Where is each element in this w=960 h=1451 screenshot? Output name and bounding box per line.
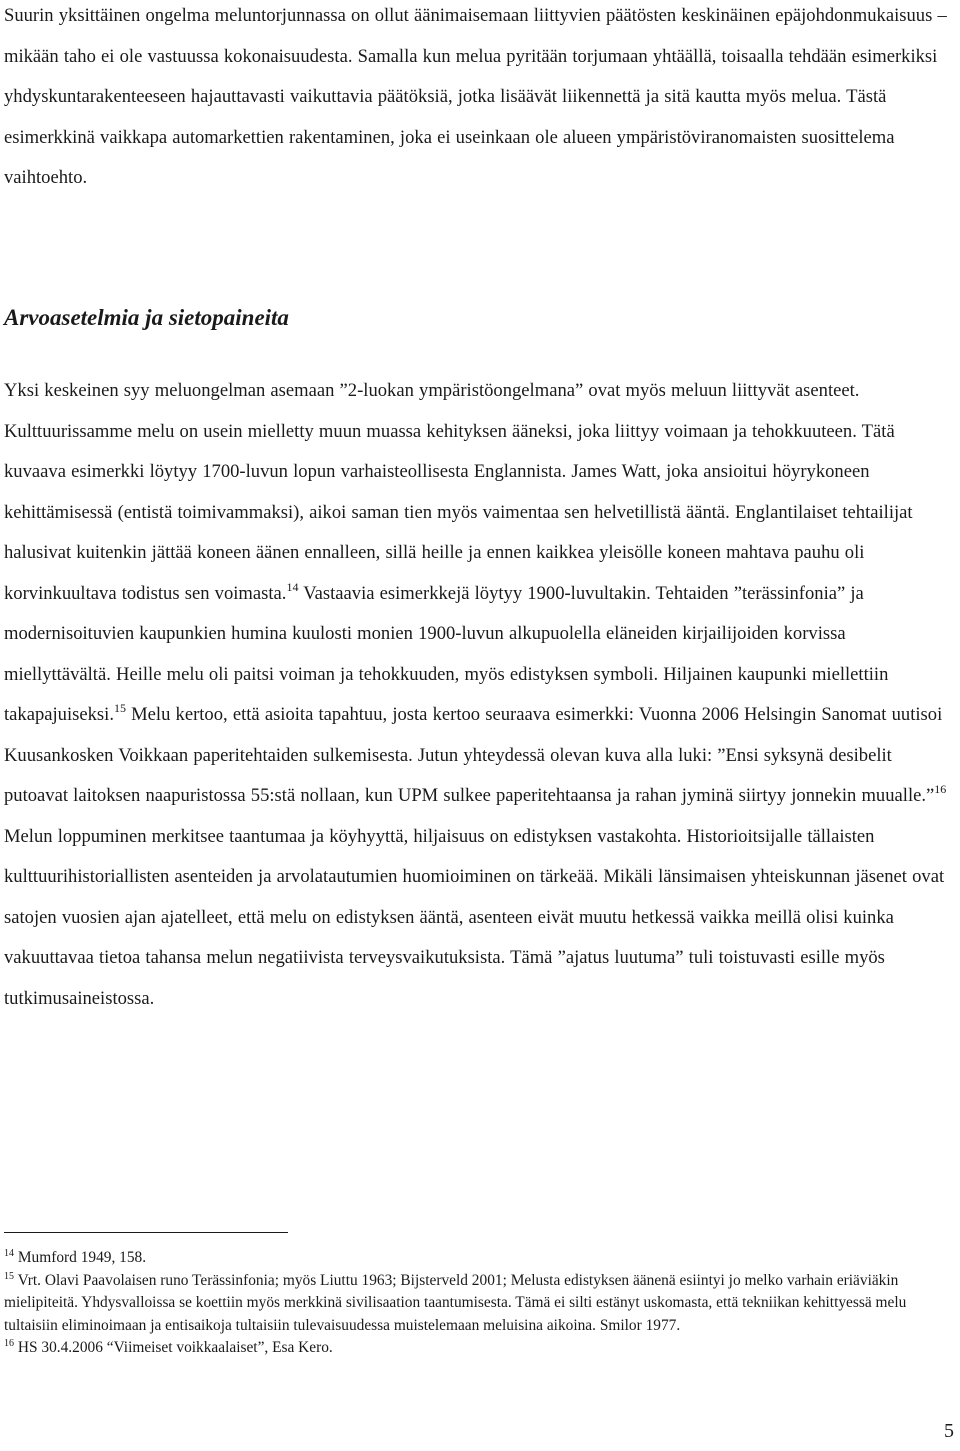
footnote-ref-14[interactable]: 14 [286, 579, 299, 594]
body-text-part-2: Vastaavia esimerkkejä löytyy 1900-luvultakin. Tehtaiden ”terässinfonia” ja modernisoituvien kaupunkien humina kuulosti monien 1900-luvun alkupuolella eläneiden kirjailijoiden korvissa miellyttävältä. Heille melu oli paitsi voiman ja tehokkuuden, myös edistyksen symboli. Hiljainen kaupunki miellettiin takapajuiseksi. [4, 582, 889, 725]
footnote-15 [4, 1270, 956, 1338]
footnote-ref-15[interactable]: 15 [113, 701, 126, 715]
body-text-part-1: Yksi keskeinen syy meluongelman asemaan ”2-luokan ympäristöongelmana” ovat myös meluun liittyvät asenteet. Kulttuurissamme melu on usein mielletty muun muassa kehityksen ääneksi, joka liittyy voimaan ja tehokkuuteen. Tätä kuvaava esimerkki löytyy 1700-luvun lopun varhaisteollisesta Englannista. James Watt, joka ansioitui höyrykoneen kehittämisessä (entistä toimivammaksi), aikoi saman tien myös vaimentaa sen helvetillistä ääntä. Englantilaiset tehtailijat halusivat kuitenkin jättää koneen äänen ennalleen, sillä heille ja ennen kaikkea yleisölle koneen mahtava pauhu oli korvinkuultava todistus sen voimasta. [4, 380, 913, 604]
footnotes-section [4, 1247, 956, 1360]
footnote-text: HS 30.4.2006 “Viimeiset voikkaalaiset”, Esa Kero. [14, 1339, 333, 1357]
body-text-part-3: Melu kertoo, että asioita tapahtuu, josta kertoo seuraava esimerkki: Vuonna 2006 Helsingin Sanomat uutisoi Kuusankosken Voikkaan paperitehtaiden sulkemisesta. Jutun yhteydessä olevan kuva alla luki: ”Ensi syksynä desibelit putoavat laitoksen naapuristossa 55:stä nollaan, kun UPM sulkee paperitehtaansa ja rahan jyminä siirtyy jonnekin muualle.” [4, 704, 943, 806]
footnote-separator [4, 1232, 288, 1233]
footnote-ref-16[interactable]: 16 [934, 782, 947, 796]
body-paragraph [4, 371, 956, 1019]
footnote-text: Vrt. Olavi Paavolaisen runo Terässinfonia; myös Liuttu 1963; Bijsterveld 2001; Melusta edistyksen äänenä esiintyi jo melko varhain eriäviäkin mielipiteitä. Yhdysvalloissa se koettiin myös merkkinä sivilisaation taantumisesta. Tämä ei silti estänyt uskomasta, että tekniikan kehittyessä melu tultaisiin eliminoimaan ja entisaikoja tultaisiin tulevaisuudessa muistelemaan meluisina aikoina. Smilor 1977. [4, 1271, 907, 1334]
footnote-number: 16 [4, 1338, 14, 1350]
footnote-text: Mumford 1949, 158. [14, 1249, 147, 1266]
body-text-part-4: Melun loppuminen merkitsee taantumaa ja köyhyyttä, hiljaisuus on edistyksen vastakohta. Historioitsijalle tällaisten kulttuurihistoriallisten asenteiden ja arvolatautumien huomioiminen on tärkeää. Mikäli länsimaisen yhteiskunnan jäsenet ovat satojen vuosien ajan ajatelleet, että melu on edistyksen ääntä, asenteen eivät muutu hetkessä vaikka meillä olisi kuinka vakuuttavaa tietoa tahansa melun negatiivista terveysvaikutuksista. Tämä ”ajatus luutuma” tuli toistuvasti esille myös tutkimusaineistossa. [4, 825, 945, 1009]
section-heading: Arvoasetelmia ja sietopaineita [4, 305, 289, 330]
footnote-number: 14 [4, 1248, 14, 1259]
footnote-16 [4, 1337, 956, 1360]
footnote-14 [4, 1247, 956, 1270]
footnote-number: 15 [4, 1270, 14, 1282]
page-number: 5 [944, 1420, 954, 1442]
intro-paragraph: Suurin yksittäinen ongelma meluntorjunnassa on ollut äänimaisemaan liittyvien päätösten keskinäinen epäjohdonmukaisuus – mikään taho ei ole vastuussa kokonaisuudesta. Samalla kun melua pyritään torjumaan yhtäällä, toisaalla tehdään esimerkiksi yhdyskuntarakenteeseen hajauttavasti vaikuttavia päätöksiä, jotka lisäävät liikennettä ja sitä kautta myös melua. Tästä esimerkkinä vaikkapa automarkettien rakentaminen, joka ei useinkaan ole alueen ympäristöviranomaisten suosittelema vaihtoehto. [4, 5, 947, 188]
document-page [4, 0, 956, 199]
